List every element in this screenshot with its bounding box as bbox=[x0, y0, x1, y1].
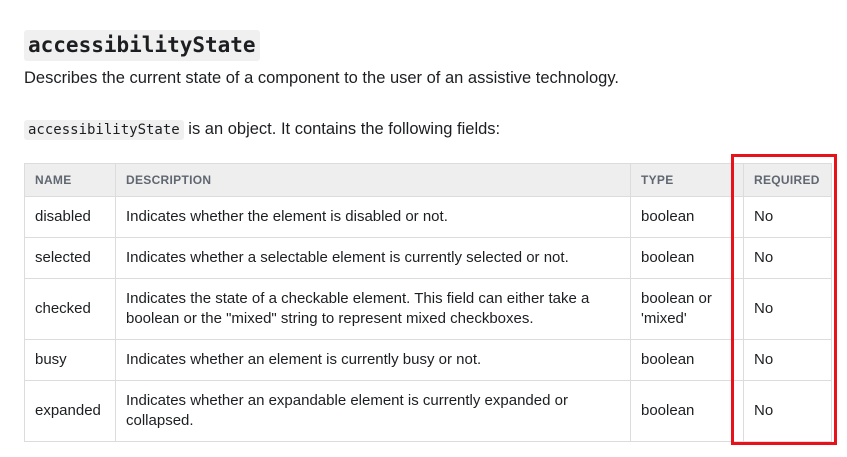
header-name: NAME bbox=[25, 164, 116, 197]
cell-description: Indicates whether an expandable element is currently expanded or collapsed. bbox=[116, 381, 631, 442]
fields-table bbox=[24, 163, 832, 442]
header-description: DESCRIPTION bbox=[116, 164, 631, 197]
header-type: TYPE bbox=[631, 164, 744, 197]
cell-name: disabled bbox=[25, 197, 116, 238]
description-text: Describes the current state of a component to the user of an assistive technology. bbox=[24, 69, 619, 87]
cell-type: boolean or 'mixed' bbox=[631, 279, 744, 340]
cell-description: Indicates whether the element is disabled or not. bbox=[116, 197, 631, 238]
cell-required: No bbox=[744, 279, 832, 340]
intro-text bbox=[24, 117, 500, 142]
cell-required: No bbox=[744, 381, 832, 442]
table-row bbox=[25, 340, 832, 381]
cell-type: boolean bbox=[631, 381, 744, 442]
header-required: REQUIRED bbox=[744, 164, 832, 197]
cell-required: No bbox=[744, 238, 832, 279]
cell-name: selected bbox=[25, 238, 116, 279]
cell-name: expanded bbox=[25, 381, 116, 442]
table-row bbox=[25, 197, 832, 238]
cell-name: checked bbox=[25, 279, 116, 340]
table-header-row bbox=[25, 164, 832, 197]
cell-required: No bbox=[744, 340, 832, 381]
page-title: accessibilityState bbox=[24, 30, 260, 61]
cell-required: No bbox=[744, 197, 832, 238]
cell-name: busy bbox=[25, 340, 116, 381]
table-row bbox=[25, 238, 832, 279]
cell-type: boolean bbox=[631, 238, 744, 279]
cell-type: boolean bbox=[631, 340, 744, 381]
intro-sentence: is an object. It contains the following fields: bbox=[183, 120, 501, 138]
cell-description: Indicates whether an element is currently busy or not. bbox=[116, 340, 631, 381]
cell-type: boolean bbox=[631, 197, 744, 238]
cell-description: Indicates whether a selectable element is currently selected or not. bbox=[116, 238, 631, 279]
table-row bbox=[25, 279, 832, 340]
cell-description: Indicates the state of a checkable element. This field can either take a boolean or the "mixed" string to represent mixed checkboxes. bbox=[116, 279, 631, 340]
inline-code: accessibilityState bbox=[24, 120, 184, 140]
table-row bbox=[25, 381, 832, 442]
